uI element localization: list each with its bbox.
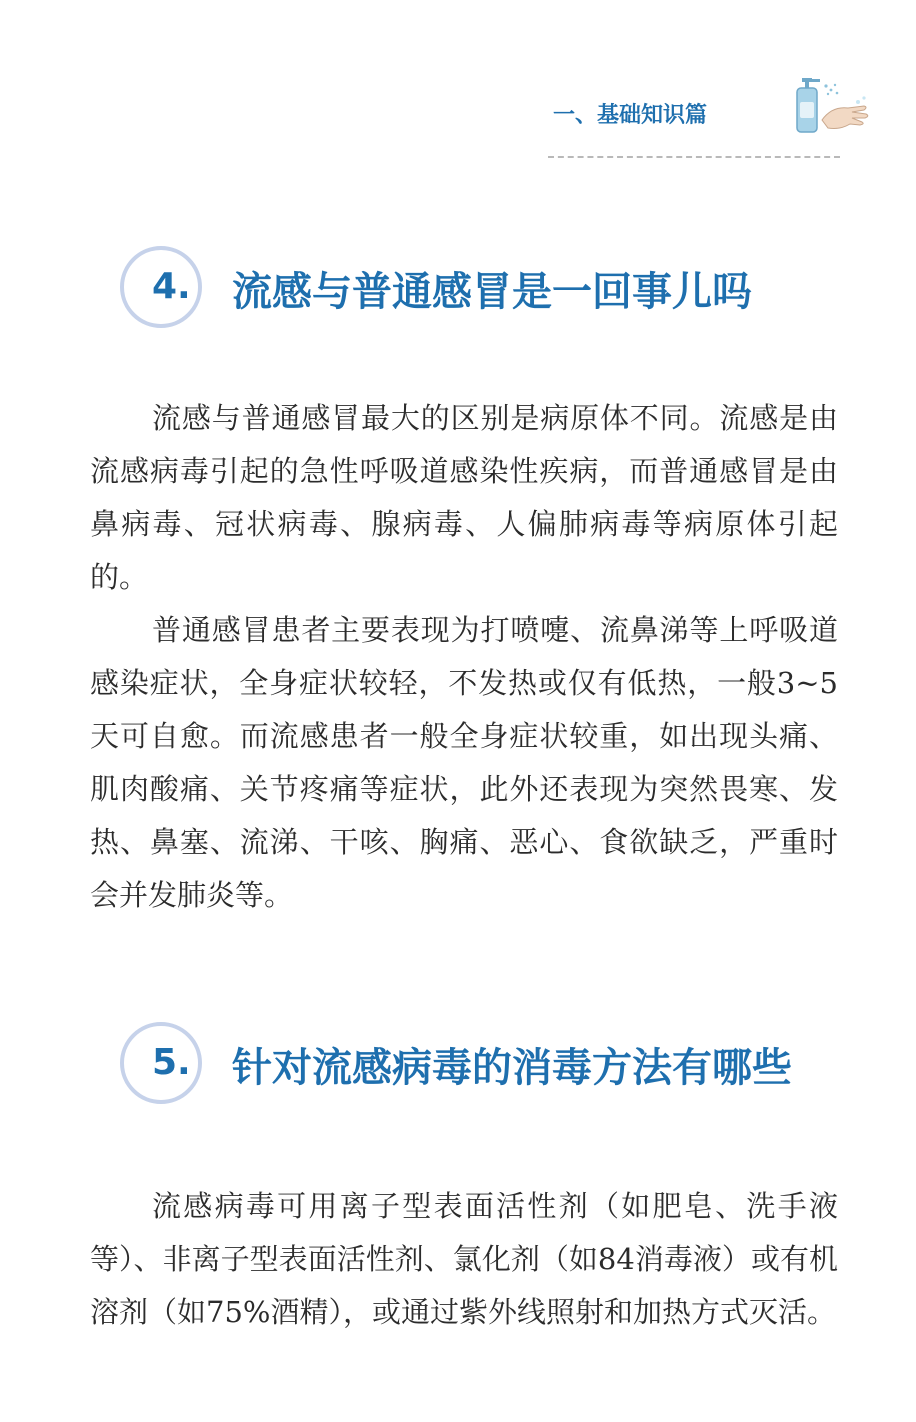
section-title: 流感与普通感冒是一回事儿吗 xyxy=(232,269,752,315)
section-number: 5. xyxy=(152,1042,191,1083)
hand-sanitizer-icon xyxy=(792,76,870,136)
chapter-title: 一、基础知识篇 xyxy=(553,103,708,128)
section-title: 针对流感病毒的消毒方法有哪些 xyxy=(232,1045,792,1091)
header-divider xyxy=(548,156,840,158)
section-4-paragraph-1: 流感与普通感冒最大的区别是病原体不同。流感是由流感病毒引起的急性呼吸道感染性疾病，而普通感冒是由鼻病毒、冠状病毒、腺病毒、人偏肺病毒等病原体引起的。 xyxy=(90,401,838,594)
section-5-heading xyxy=(120,1022,900,1114)
section-4-paragraph-2: 普通感冒患者主要表现为打喷嚏、流鼻涕等上呼吸道感染症状，全身症状较轻，不发热或仅有低热，一般3~5天可自愈。而流感患者一般全身症状较重，如出现头痛、肌肉酸痛、关节疼痛等症状，此外还表现为突然畏寒、发热、鼻塞、流涕、干咳、胸痛、恶心、食欲缺乏，严重时会并发肺炎等。 xyxy=(90,613,838,912)
section-number: 4. xyxy=(152,266,191,307)
section-5-paragraph-1: 流感病毒可用离子型表面活性剂（如肥皂、洗手液等）、非离子型表面活性剂、氯化剂（如84消毒液）或有机溶剂（如75%酒精），或通过紫外线照射和加热方式灭活。 xyxy=(90,1189,838,1329)
section-4-heading xyxy=(120,246,900,338)
